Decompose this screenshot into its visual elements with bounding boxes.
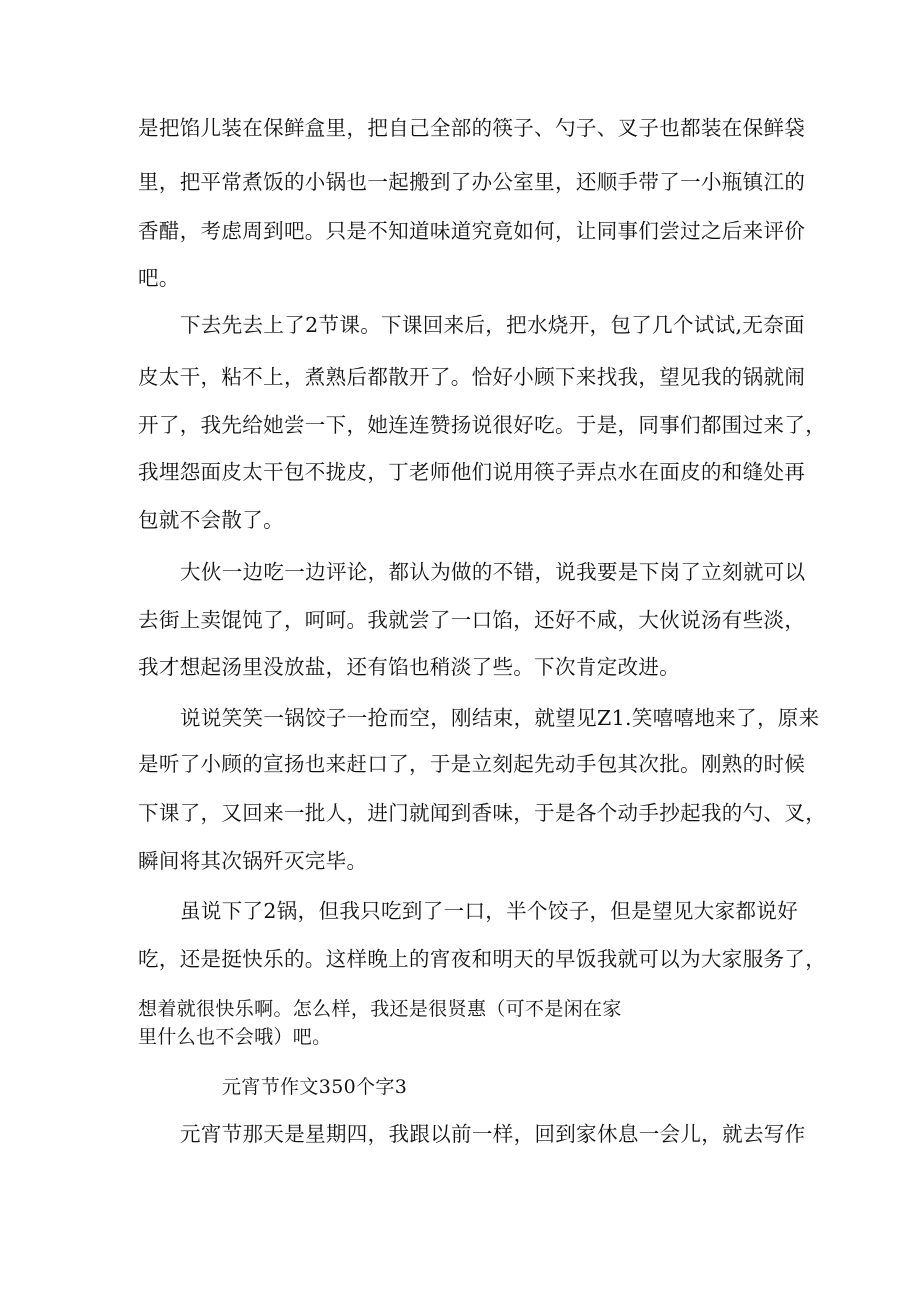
text-line-16: 瞬间将其次锅歼灭完毕。 [138, 849, 368, 873]
text-line-22: 元宵节那天是星期四，我跟以前一样，回到家休息一会儿，就去写作 [180, 1122, 806, 1146]
text-line-1: 是把馅儿装在保鲜盒里，把自己全部的筷子、勺子、叉子也都装在保鲜袋 [138, 116, 806, 140]
text-line-7: 开了，我先给她尝一下，她连连赞扬说很好吃。于是，同事们都围过来了， [138, 413, 827, 437]
section-heading: 元宵节作文350个字3 [222, 1076, 408, 1098]
text-line-20: 里什么也不会哦）吧。 [138, 1026, 332, 1048]
text-line-19: 想着就很快乐啊。怎么样，我还是很贤惠（可不是闲在家 [138, 998, 622, 1020]
text-line-11: 去街上卖馄饨了，呵呵。我就尝了一口馅，还好不咸，大伙说汤有些淡， [138, 608, 806, 632]
text-line-15: 下课了，又回来一批人，进门就闻到香味，于是各个动手抄起我的勺、叉， [138, 801, 827, 825]
text-line-13: 说说笑笑一锅饺子一抢而空，刚结束，就望见Z1.笑嘻嘻地来了，原来 [180, 706, 820, 730]
text-line-8: 我埋怨面皮太干包不拢皮，丁老师他们说用筷子弄点水在面皮的和缝处再 [138, 460, 806, 484]
text-line-4: 吧。 [138, 266, 180, 290]
text-line-18: 吃，还是挺快乐的。这样晚上的宵夜和明天的早饭我就可以为大家服务了， [138, 947, 827, 971]
text-line-10: 大伙一边吃一边评论，都认为做的不错，说我要是下岗了立刻就可以 [180, 560, 806, 584]
text-line-12: 我才想起汤里没放盐，还有馅也稍淡了些。下次肯定改进。 [138, 655, 681, 679]
text-line-2: 里，把平常煮饭的小锅也一起搬到了办公室里，还顺手带了一小瓶镇江的 [138, 170, 806, 194]
text-line-5: 下去先去上了2节课。下课回来后，把水烧开，包了几个试试,无奈面 [180, 313, 805, 337]
text-line-17: 虽说下了2锅，但我只吃到了一口，半个饺子，但是望见大家都说好 [180, 899, 799, 923]
text-line-6: 皮太干，粘不上，煮熟后都散开了。恰好小顾下来找我，望见我的锅就闹 [138, 365, 806, 389]
text-line-9: 包就不会散了。 [138, 508, 284, 532]
text-line-14: 是听了小顾的宣扬也来赶口了，于是立刻起先动手包其次批。刚熟的时候 [138, 752, 806, 776]
text-line-3: 香醋，考虑周到吧。只是不知道味道究竟如何，让同事们尝过之后来评价 [138, 219, 806, 243]
